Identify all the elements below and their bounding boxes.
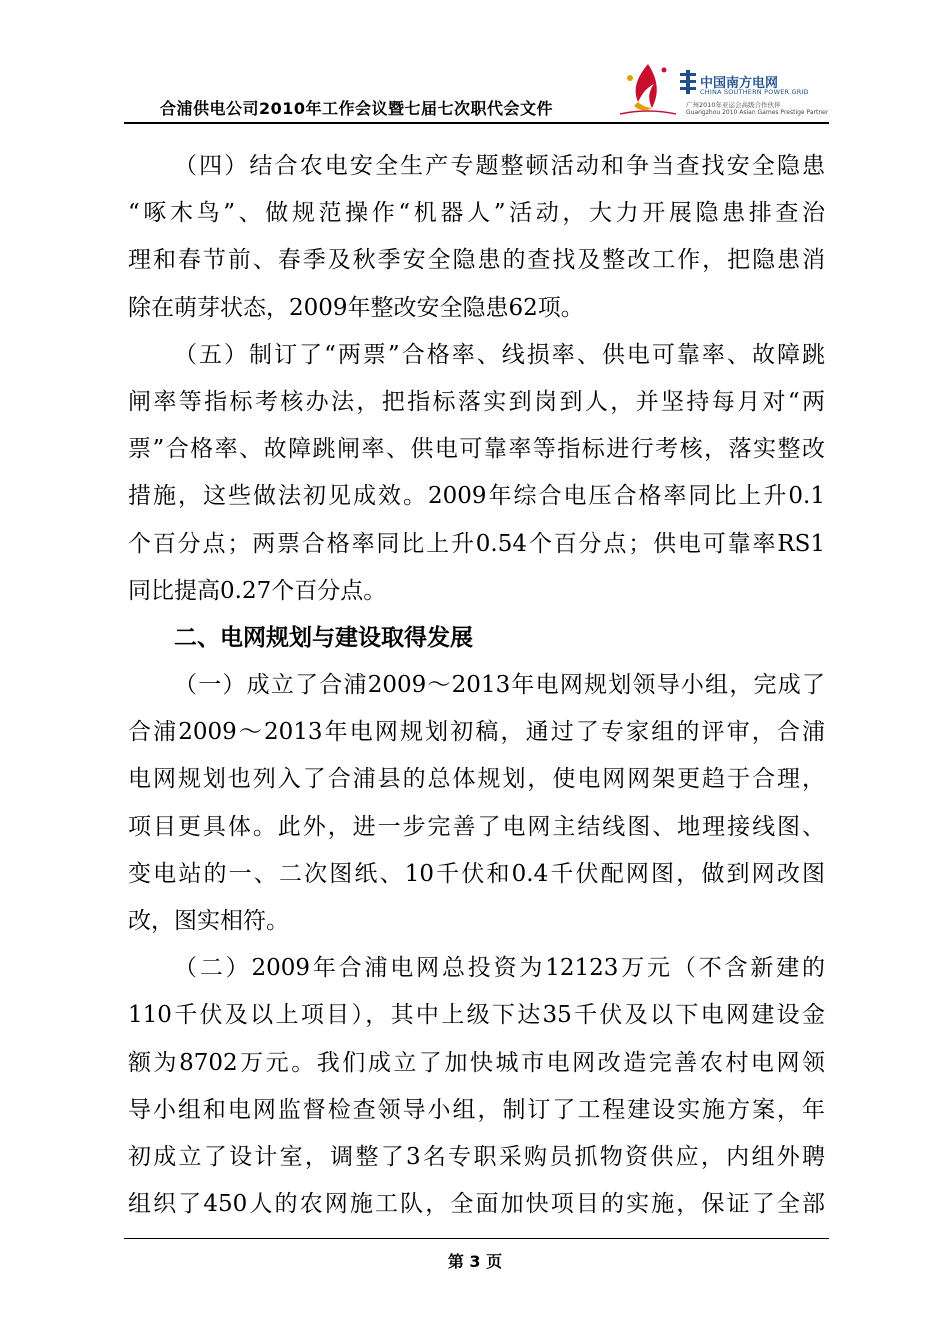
header-rule <box>124 122 829 124</box>
page-number: 第 3 页 <box>447 1252 503 1271</box>
paragraph-line: 改，图实相符。 <box>128 908 289 934</box>
paragraph-line: 组织了450人的农网施工队，全面加快项目的实施，保证了全部 <box>128 1191 825 1218</box>
paragraph-line: 票”合格率、故障跳闸率、供电可靠率等指标进行考核，落实整改 <box>128 436 825 463</box>
paragraph-line: 电网规划也列入了合浦县的总体规划，使电网网架更趋于合理， <box>128 766 825 793</box>
paragraph-line: （五）制订了“两票”合格率、线损率、供电可靠率、故障跳 <box>174 341 825 368</box>
paragraph-line: （一）成立了合浦2009～2013年电网规划领导小组，完成了 <box>174 672 825 699</box>
brand-name-cn: 中国南方电网 <box>700 76 779 91</box>
paragraph-line: 措施，这些做法初见成效。2009年综合电压合格率同比上升0.1 <box>128 483 825 510</box>
partner-text-en: Guangzhou 2010 Asian Games Prestige Partner <box>686 109 829 116</box>
paragraph-line: 初成立了设计室，调整了3名专职采购员抓物资供应，内组外聘 <box>128 1143 825 1170</box>
brand-name-en: CHINA SOUTHERN POWER GRID <box>700 88 809 96</box>
paragraph-line: 110千伏及以上项目），其中上级下达35千伏及以下电网建设金 <box>128 1002 825 1029</box>
paragraph-line: 除在萌芽状态，2009年整改安全隐患62项。 <box>128 294 584 321</box>
document-body <box>128 143 825 1228</box>
asian-games-emblem-icon <box>608 58 688 122</box>
section-heading: 二、电网规划与建设取得发展 <box>174 624 473 651</box>
paragraph-line: （二）2009年合浦电网总投资为12123万元（不含新建的 <box>174 955 825 982</box>
paragraph-line: 项目更具体。此外，进一步完善了电网主结线图、地理接线图、 <box>128 813 825 840</box>
paragraph-line: 合浦2009～2013年电网规划初稿，通过了专家组的评审，合浦 <box>128 719 825 746</box>
partner-text-cn: 广州2010年亚运会高级合作伙伴 <box>686 101 781 109</box>
paragraph-line: 导小组和电网监督检查领导小组，制订了工程建设实施方案，年 <box>128 1096 825 1123</box>
paragraph-line: 变电站的一、二次图纸、10千伏和0.4千伏配网图，做到网改图 <box>128 860 825 887</box>
paragraph-line: 同比提高0.27个百分点。 <box>128 577 387 604</box>
paragraph-line: 理和春节前、春季及秋季安全隐患的查找及整改工作，把隐患消 <box>128 247 825 274</box>
paragraph-line: 闸率等指标考核办法，把指标落实到岗到人，并坚持每月对“两 <box>128 388 825 415</box>
footer-rule <box>124 1238 829 1239</box>
paragraph-line: “啄木鸟”、做规范操作“机器人”活动，大力开展隐患排查治 <box>128 200 825 227</box>
document-header-title: 合浦供电公司2010年工作会议暨七届七次职代会文件 <box>160 99 554 118</box>
csg-logo-icon <box>678 70 698 94</box>
paragraph-line: 额为8702万元。我们成立了加快城市电网改造完善农村电网领 <box>128 1049 825 1076</box>
paragraph-line: 个百分点；两票合格率同比上升0.54个百分点；供电可靠率RS1 <box>128 530 825 557</box>
header-logo <box>608 58 838 124</box>
paragraph-line: （四）结合农电安全生产专题整顿活动和争当查找安全隐患 <box>174 153 825 179</box>
